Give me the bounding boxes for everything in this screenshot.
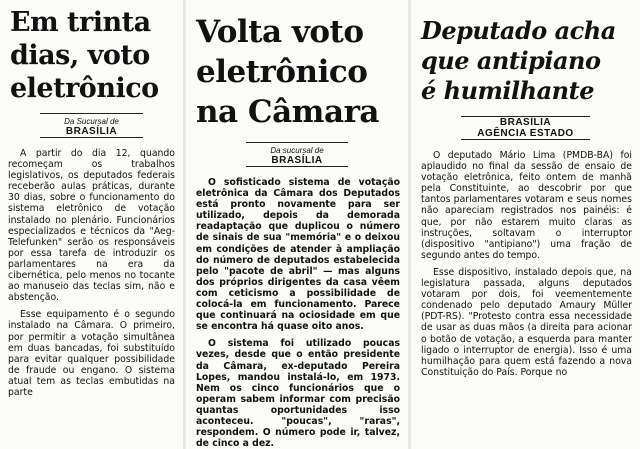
paragraph: Esse equipamento é o segundo instalado na Câmara. O primeiro, por permitir a votação simultânea em duas bancadas, foi substituído para evitar qualquer possibilidade de fraude ou engano. O sistema atual tem as teclas embutidas na parte bbox=[8, 309, 175, 398]
headline-line: dias, voto bbox=[10, 40, 150, 71]
article-2-byline bbox=[246, 142, 348, 167]
paragraph: Esse dispositivo, instalado depois que, na legislatura passada, alguns deputados votaram por dois, foi veementemente condenado pelo deputado Amaury Müller (PDT-RS). "Protesto contra essa necessidade de usar as duas mãos (a direita para acionar o botão de votação, a esquerda para manter ligado o interruptor de energia). Isso é uma humilhação para quem está fazendo a nova Constituição do País. Porque no bbox=[421, 266, 632, 378]
paragraph: A partir do dia 12, quando recomeçam os trabalhos legislativos, os deputados federais receberão aulas práticas, durante 30 dias, sobre o funcionamento do sistema eletrônico de votação instalado no plenário. Funcionários especializados e técnicos da "Aeg-Telefunken" serão os responsáveis por essa tarefa de introduzir os parlamentares na era da cibernética, pelo menos no tocante ao manuseio das teclas sim, não e abstenção. bbox=[8, 148, 175, 304]
headline-line: na Câmara bbox=[196, 94, 379, 130]
article-1-body bbox=[0, 138, 183, 398]
headline-line: Volta voto bbox=[196, 14, 364, 50]
article-1 bbox=[0, 0, 183, 449]
headline-line: é humilhante bbox=[421, 76, 594, 105]
article-3 bbox=[411, 0, 640, 449]
article-2-body bbox=[186, 167, 408, 449]
paragraph: O sistema foi utilizado poucas vezes, desde que o então presidente da Câmara, ex-deputado Pereira Lopes, mandou instalá-lo, em 1973. Nem os cinco funcionários que o operam sabem informar com precisão quantas oportunidades isso aconteceu. "poucas", "raras", respondem. O número pode ir, talvez, de cinco a dez. bbox=[196, 338, 400, 449]
headline-line: Deputado acha bbox=[421, 16, 616, 45]
byline-city: BRASÍLIA bbox=[65, 126, 118, 137]
article-2 bbox=[186, 0, 408, 449]
paragraph: O sofisticado sistema de votação eletrônica da Câmara dos Deputados está pronto novamente para ser utilizado, depois da demorada readaptação que duplicou o número de sinais de sua "memória" e o deixou em condições de atender à ampliação do número de deputados estabelecida pelo "pacote de abril" — mas alguns dos próprios dirigentes da casa vêem com ceticismo a possibilidade de colocá-la em funcionamento. Parece que continuará na ociosidade em que se encontra há quase oito anos. bbox=[196, 177, 400, 333]
byline-source: Da sucursal de bbox=[270, 146, 324, 155]
article-1-byline bbox=[40, 113, 143, 138]
article-1-headline bbox=[0, 0, 183, 105]
byline-source: Da Sucursal de bbox=[64, 117, 119, 126]
article-3-body bbox=[411, 140, 640, 378]
byline-city: BRASÍLIA bbox=[271, 155, 323, 166]
headline-line: que antipiano bbox=[421, 46, 601, 75]
article-3-headline bbox=[411, 0, 640, 106]
headline-line: eletrônico bbox=[196, 54, 368, 90]
byline-agency: AGÊNCIA ESTADO bbox=[477, 128, 574, 139]
headline-line: Em trinta bbox=[10, 7, 151, 38]
paragraph: O deputado Mário Lima (PMDB-BA) foi aplaudido no final da sessão de ensaio de votação eletrônica, feito ontem de manhã pela Constituinte, ao descobrir por que tantos parlamentares votaram e seus nomes não apareciam registrados nos painéis: é que, por não estarem muito claras as instruções, soltavam o interruptor (dispositivo "antipiano") uma fração de segundo antes do tempo. bbox=[421, 150, 632, 261]
article-3-byline bbox=[461, 116, 590, 140]
byline-city: BRASÍLIA bbox=[499, 117, 552, 128]
article-2-headline bbox=[186, 0, 408, 132]
headline-line: eletrônico bbox=[10, 73, 159, 104]
